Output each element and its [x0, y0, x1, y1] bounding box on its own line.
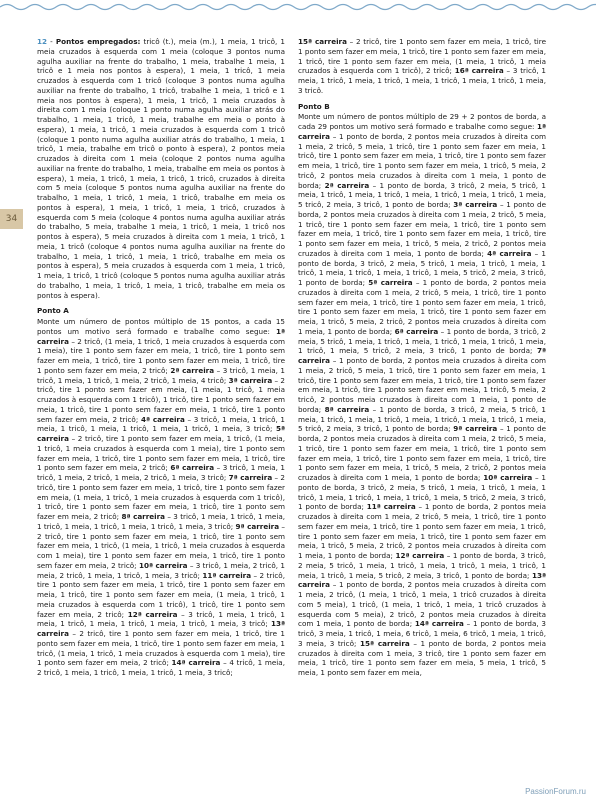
row-marker: 1ª carreira — [298, 122, 546, 141]
row-marker: 16ª carreira — [454, 66, 504, 76]
row-marker: 4ª carreira — [487, 248, 532, 258]
row-marker: 9ª carreira — [453, 424, 498, 434]
intro-text: tricô (t.), meia (m.), 1 meia, 1 tricô, 1 meia cruzados à esquerda com 1 meia (coloque 3 pontos numa agulha auxiliar na frente do trabalho, 1 meia, trabalhe 1 meia, 1 tricô e 1 meia nos pontos à espera), 1 meia, 1 tricô, 1 meia cruzados à esquerda com 1 tricô (coloque 3 pontos numa agulha auxiliar na frente do trabalho, 1 tricô, trabalhe 1 meia, 1 tricô e 1 meia nos pontos à espera), 1 meia, 1 tricô, 1 meia cruzados à direita com 1 meia (coloque 1 ponto numa agulha auxiliar atrás do trabalho, 1 meia, 1 tricô, 1 meia, trabalhe em meia o ponto à espera), 1 meia, 1 tricô, 1 meia cruzados à esquerda com 1 tricô (coloque 1 ponto numa agulha auxiliar atrás do trabalho, 1 meia, 1 tricô, 1 meia, trabalhe em tricô o ponto à espera), 2 pontos meia cruzados à direita com 1 meia (coloque 2 pontos numa agulha auxiliar na frente do trabalho, 1 meia, trabalhe em meia os pontos à espera), 1 meia, 1 tricô, 1 meia, 1 tricô, 1 tricô, cruzados à direita com 5 meia (coloque 5 pontos numa agulha auxiliar na frente do trabalho, 1 meia, 1 tricô, 1 meia, 1 tricô, trabalhe em meia os pontos à espera), 1 meia, 1 tricô, 1 meia, 1 tricô, cruzados à esquerda com 5 meia (coloque 4 pontos numa agulha auxiliar atrás do trabalho, 5 meia, trabalhe 1 meia, 1 tricô, 1 meia, 1 tricô nos pontos à espera), 5 meia cruzados à direita com 1 meia, 1 tricô, 1 meia, 1 tricô (coloque 4 pontos numa agulha auxiliar na frente do trabalho, 1 meia, 1 tricô, 1 meia, 1 tricô, trabalhe em meia os pontos à espera), 5 meia cruzados à esquerda com 1 meia, 1 tricô, 1 meia, 1 tricô, 1 tricô (coloque 5 pontos numa agulha auxiliar atrás do trabalho, 1 meia, 1 tricô, 1 meia, 1 tricô, trabalhe em meia os pontos à espera). — [37, 37, 285, 300]
row-marker: 7ª carreira — [228, 473, 273, 482]
row-marker: 15ª carreira — [360, 638, 410, 648]
row-marker: 1ª carreira — [37, 326, 285, 346]
top-wave-border — [0, 0, 596, 14]
row-marker: 3ª carreira — [228, 375, 273, 385]
row-marker: 12ª carreira — [395, 551, 445, 560]
intro-paragraph: 12 - Pontos empregados: tricô (t.), meia (m.), 1 meia, 1 tricô, 1 meia cruzados à esquerda com 1 meia (coloque 3 pontos numa agulha auxiliar na frente do trabalho, 1 meia, trabalhe 1 meia, 1 tricô e 1 meia nos pontos à espera), 1 meia, 1 tricô, 1 meia cruzados à esquerda com 1 tricô (coloque 3 pontos numa agulha auxiliar na frente do trabalho, 1 tricô, trabalhe 1 meia, 1 tricô e 1 meia nos pontos à espera), 1 meia, 1 tricô, 1 meia cruzados à direita com 1 meia (coloque 1 ponto numa agulha auxiliar atrás do trabalho, 1 meia, 1 tricô, 1 meia, trabalhe em meia o ponto à espera), 1 meia, 1 tricô, 1 meia cruzados à esquerda com 1 tricô (coloque 1 ponto numa agulha auxiliar atrás do trabalho, 1 meia, 1 tricô, 1 meia, trabalhe em tricô o ponto à espera), 2 pontos meia cruzados à direita com 1 meia (coloque 2 pontos numa agulha auxiliar na frente do trabalho, 1 meia, trabalhe em meia os pontos à espera), 1 meia, 1 tricô, 1 meia, 1 tricô, 1 tricô, cruzados à direita com 5 meia (coloque 5 pontos numa agulha auxiliar na frente do trabalho, 1 meia, 1 tricô, 1 meia, 1 tricô, trabalhe em meia os pontos à espera), 1 meia, 1 tricô, 1 meia, 1 tricô, cruzados à esquerda com 5 meia (coloque 4 pontos numa agulha auxiliar atrás do trabalho, 5 meia, trabalhe 1 meia, 1 tricô, 1 meia, 1 tricô nos pontos à espera), 5 meia cruzados à direita com 1 meia, 1 tricô, 1 meia, 1 tricô (coloque 4 pontos numa agulha auxiliar na frente do trabalho, 1 meia, 1 tricô, 1 meia, 1 tricô, trabalhe em meia os pontos à espera), 5 meia cruzados à esquerda com 1 meia, 1 tricô, 1 meia, 1 tricô, 1 tricô (coloque 5 pontos numa agulha auxiliar atrás do trabalho, 1 meia, 1 tricô, 1 meia, 1 tricô, trabalhe em meia os pontos à espera). — [37, 37, 285, 300]
row-marker: 6ª carreira — [170, 463, 215, 473]
section-a-title: Ponto A — [37, 306, 69, 316]
row-marker: 2ª carreira — [170, 365, 215, 375]
page-number-tab — [0, 209, 23, 229]
row-marker: 5ª carreira — [37, 424, 285, 443]
row-marker: 10ª carreira — [483, 473, 533, 482]
row-marker: 13ª carreira — [298, 570, 546, 590]
intro-label: Pontos empregados: — [55, 37, 141, 46]
section-b-text: Monte um número de pontos múltiplo de 29 + 2 pontos de borda, a cada 29 pontos um motivo será formado e trabalhe como segue: 1ª carreira – 1 ponto de borda, 2 pontos meia cruzados à direita com 1 meia, 2 tricô, 5 meia, 1 tricô, tire 1 ponto sem fazer em meia, 1 tricô, tire 1 ponto sem fazer em meia, 1 tricô, tire 1 ponto sem fazer em meia, 1 tricô, tire 1 ponto sem fazer em meia, 1 tricô, 5 meia, 2 tricô, 2 pontos meia cruzados à direita com 1 meia, 1 ponto de borda; 2ª carreira – 1 ponto de borda, 3 tricô, 2 meia, 5 tricô, 1 meia, 1 tricô, 1 meia, 1 tricô, 1 meia, 1 tricô, 1 meia, 1 tricô, 1 meia, 5 tricô, 2 meia, 3 tricô, 1 ponto de borda; 3ª carreira – 1 ponto de borda, 2 pontos meia cruzados à direita com 1 meia, 2 tricô, 5 meia, 1 tricô, tire 1 ponto sem fazer em meia, 1 tricô, tire 1 ponto sem fazer em meia, 1 tricô, tire 1 ponto sem fazer em meia, 1 tricô, tire 1 ponto sem fazer em meia, 1 tricô, 5 meia, 2 tricô, 2 pontos meia cruzados à direita com 1 meia, 1 ponto de borda; 4ª carreira – 1 ponto de borda, 3 tricô, 2 meia, 5 tricô, 1 meia, 1 tricô, 1 meia, 1 tricô, 1 meia, 1 tricô, 1 meia, 1 tricô, 1 meia, 5 tricô, 2 meia, 3 tricô, 1 ponto de borda; 5ª carreira – 1 ponto de borda, 2 pontos meia cruzados à direita com 1 meia, 2 tricô, 5 meia, 1 tricô, tire 1 ponto sem fazer em meia, 1 tricô, tire 1 ponto sem fazer em meia, 1 tricô, tire 1 ponto sem fazer em meia, 1 tricô, tire 1 ponto sem fazer em meia, 1 tricô, 5 meia, 2 tricô, 2 pontos meia cruzados à direita com 1 meia, 1 ponto de borda; 6ª carreira – 1 ponto de borda, 3 tricô, 2 meia, 5 tricô, 1 meia, 1 tricô, 1 meia, 1 tricô, 1 meia, 1 tricô, 1 meia, 1 tricô, 1 meia, 5 tricô, 2 meia, 3 tricô, 1 ponto de borda; 7ª carreira – 1 ponto de borda, 2 pontos meia cruzados à direita com 1 meia, 2 tricô, 5 meia, 1 tricô, tire 1 ponto sem fazer em meia, 1 tricô, tire 1 ponto sem fazer em meia, 1 tricô, tire 1 ponto sem fazer em meia, 1 tricô, tire 1 ponto sem fazer em meia, 1 tricô, 5 meia, 2 tricô, 2 pontos meia cruzados à direita com 1 meia, 1 ponto de borda; 8ª carreira – 1 ponto de borda, 3 tricô, 2 meia, 5 tricô, 1 meia, 1 tricô, 1 meia, 1 tricô, 1 meia, 1 tricô, 1 meia, 1 tricô, 1 meia, 5 tricô, 2 meia, 3 tricô, 1 ponto de borda; 9ª carreira – 1 ponto de borda, 2 pontos meia cruzados à direita com 1 meia, 2 tricô, 5 meia, 1 tricô, tire 1 ponto sem fazer em meia, 1 tricô, tire 1 ponto sem fazer em meia, 1 tricô, tire 1 ponto sem fazer em meia, 1 tricô, tire 1 ponto sem fazer em meia, 1 tricô, 5 meia, 2 tricô, 2 pontos meia cruzados à direita com 1 meia, 1 ponto de borda; 10ª carreira – 1 ponto de borda, 3 tricô, 2 meia, 5 tricô, 1 meia, 1 tricô, 1 meia, 1 tricô, 1 meia, 1 tricô, 1 meia, 1 tricô, 1 meia, 5 tricô, 2 meia, 3 tricô, 1 ponto de borda; 11ª carreira – 1 ponto de borda, 2 pontos meia cruzados à direita com 1 meia, 2 tricô, 5 meia, 1 tricô, tire 1 ponto sem fazer em meia, 1 tricô, tire 1 ponto sem fazer em meia, 1 tricô, tire 1 ponto sem fazer em meia, 1 tricô, tire 1 ponto sem fazer em meia, 1 tricô, 5 meia, 2 tricô, 2 pontos meia cruzados à direita com 1 meia, 1 ponto de borda; 12ª carreira – 1 ponto de borda, 3 tricô, 2 meia, 5 tricô, 1 meia, 1 tricô, 1 meia, 1 tricô, 1 meia, 1 tricô, 1 meia, 1 tricô, 1 meia, 5 tricô, 2 meia, 3 tricô, 1 ponto de borda; 13ª carreira – 1 ponto de borda, 2 pontos meia cruzados à direita com 1 meia, 2 tricô, (1 meia, 1 tricô, 1 meia, 1 tricô cruzados à direita com 5 meia), 1 tricô, (1 meia, 1 tricô, 1 meia, 1 tricô cruzados à esquerda com 5 meia), 2 tricô, 2 pontos meia cruzados à direita com 1 meia, 1 ponto de borda; 14ª carreira – 1 ponto de borda, 3 tricô, 3 meia, 1 tricô, 1 meia, 6 tricô, 1 meia, 6 tricô, 1 meia, 1 tricô, 3 meia, 3 tricô; 15ª carreira – 1 ponto de borda, 2 pontos meia cruzados à direita com 1 meia, 3 tricô, tire 1 ponto sem fazer em meia, 1 tricô, tire 1 ponto sem fazer em meia, 5 meia, 1 tricô, 5 meia, 1 ponto sem fazer em meia, — [298, 112, 547, 677]
row-marker: 10ª carreira — [138, 560, 188, 570]
row-marker: 3ª carreira — [453, 200, 498, 209]
section-b-title: Ponto B — [298, 101, 330, 111]
watermark: PassionForum.ru — [525, 787, 586, 796]
left-column — [37, 37, 285, 684]
row-marker: 5ª carreira — [368, 278, 413, 287]
row-marker: 9ª carreira — [235, 521, 280, 531]
row-marker: 13ª carreira — [37, 619, 285, 638]
row-marker: 2ª carreira — [324, 180, 370, 190]
section-a-text: Monte um número de pontos múltiplo de 15 pontos, a cada 15 pontos um motivo será formado e trabalhe como segue: 1ª carreira – 2 tricô, (1 meia, 1 tricô, 1 meia cruzados à esquerda com 1 meia), tire 1 ponto sem fazer em meia, 1 tricô, tire 1 ponto sem fazer em meia, 1 tricô, tire 1 ponto sem fazer em meia, 1 tricô, tire 1 ponto sem fazer em meia, 2 tricô; 2ª carreira – 3 tricô, 1 meia, 1 tricô, 1 meia, 1 tricô, 1 meia, 2 tricô, 1 meia, 4 tricô; 3ª carreira – 2 tricô, tire 1 ponto sem fazer em meia, (1 meia, 1 tricô, 1 meia cruzados à esquerda com 1 tricô), 1 tricô, tire 1 ponto sem fazer em meia, 1 tricô, tire 1 ponto sem fazer em meia, 1 tricô, tire 1 ponto sem fazer em meia, 2 tricô; 4ª carreira – 3 tricô, 1 meia, 1 tricô, 1 meia, 1 tricô, 1 meia, 1 tricô, 1 meia, 1 tricô, 1 meia, 3 tricô; 5ª carreira – 2 tricô, tire 1 ponto sem fazer em meia, 1 tricô, (1 meia, 1 tricô, 1 meia cruzados à esquerda com 1 meia), tire 1 ponto sem fazer em meia, 1 tricô, tire 1 ponto sem fazer em meia, 1 tricô, tire 1 ponto sem fazer em meia, 2 tricô; 6ª carreira – 3 tricô, 1 meia, 1 tricô, 1 meia, 2 tricô, 1 meia, 2 tricô, 1 meia, 3 tricô; 7ª carreira – 2 tricô, tire 1 ponto sem fazer em meia, 1 tricô, tire 1 ponto sem fazer em meia, (1 meia, 1 tricô, 1 meia cruzados à esquerda com 1 tricô), 1 tricô, tire 1 ponto sem fazer em meia, 1 tricô, tire 1 ponto sem fazer em meia, 2 tricô; 8ª carreira – 3 tricô, 1 meia, 1 tricô, 1 meia, 1 tricô, 1 meia, 1 tricô, 1 meia, 1 tricô, 1 meia, 3 tricô; 9ª carreira – 2 tricô, tire 1 ponto sem fazer em meia, 1 tricô, tire 1 ponto sem fazer em meia, 1 tricô, (1 meia, 1 tricô, 1 meia cruzados à esquerda com 1 meia), tire 1 ponto sem fazer em meia, 1 tricô, tire 1 ponto sem fazer em meia, 2 tricô; 10ª carreira – 3 tricô, 1 meia, 2 tricô, 1 meia, 2 tricô, 1 meia, 1 tricô, 1 meia, 3 tricô; 11ª carreira – 2 tricô, tire 1 ponto sem fazer em meia, 1 tricô, tire 1 ponto sem fazer em meia, 1 tricô, tire 1 ponto sem fazer em meia, (1 meia, 1 tricô, 1 meia cruzados à esquerda com 1 tricô), 1 tricô, tire 1 ponto sem fazer em meia, 2 tricô; 12ª carreira – 3 tricô, 1 meia, 1 tricô, 1 meia, 1 tricô, 1 meia, 1 tricô, 1 meia, 1 tricô, 1 meia, 3 tricô; 13ª carreira – 2 tricô, tire 1 ponto sem fazer em meia, 1 tricô, tire 1 ponto sem fazer em meia, 1 tricô, tire 1 ponto sem fazer em meia, 1 tricô, (1 meia, 1 tricô, 1 meia cruzados à esquerda com 1 meia), tire 1 ponto sem fazer em meia, 2 tricô; 14ª carreira – 4 tricô, 1 meia, 2 tricô, 1 meia, 1 tricô, 1 meia, 1 tricô, 1 meia, 3 tricô; — [37, 317, 286, 677]
right-column — [298, 37, 546, 684]
row-marker: 12ª carreira — [127, 609, 178, 619]
row-marker: 15ª carreira — [298, 37, 347, 46]
item-number: 12 — [37, 37, 48, 46]
page-number: 34 — [5, 214, 18, 224]
row-marker: 8ª carreira — [324, 404, 370, 414]
row-marker: 8ª carreira — [121, 512, 166, 521]
section-a-continuation: 15ª carreira – 2 tricô, tire 1 ponto sem fazer em meia, 1 tricô, tire 1 ponto sem fazer em meia, 1 tricô, tire 1 ponto sem fazer em meia, 1 tricô, tire 1 ponto sem fazer em meia, (1 meia, 1 tricô, 1 meia cruzados à esquerda com 1 tricô), 2 tricô; 16ª carreira – 3 tricô, 1 meia, 1 tricô, 1 meia, 1 tricô, 1 meia, 1 tricô, 1 meia, 1 tricô, 1 meia, 3 tricô. — [298, 37, 547, 95]
row-marker: 7ª carreira — [298, 346, 546, 365]
row-marker: 14ª carreira — [414, 619, 464, 629]
row-marker: 11ª carreira — [202, 570, 252, 580]
row-marker: 4ª carreira — [140, 414, 185, 424]
row-marker: 6ª carreira — [394, 326, 439, 336]
row-marker: 14ª carreira — [171, 658, 221, 668]
row-marker: 11ª carreira — [366, 502, 416, 512]
